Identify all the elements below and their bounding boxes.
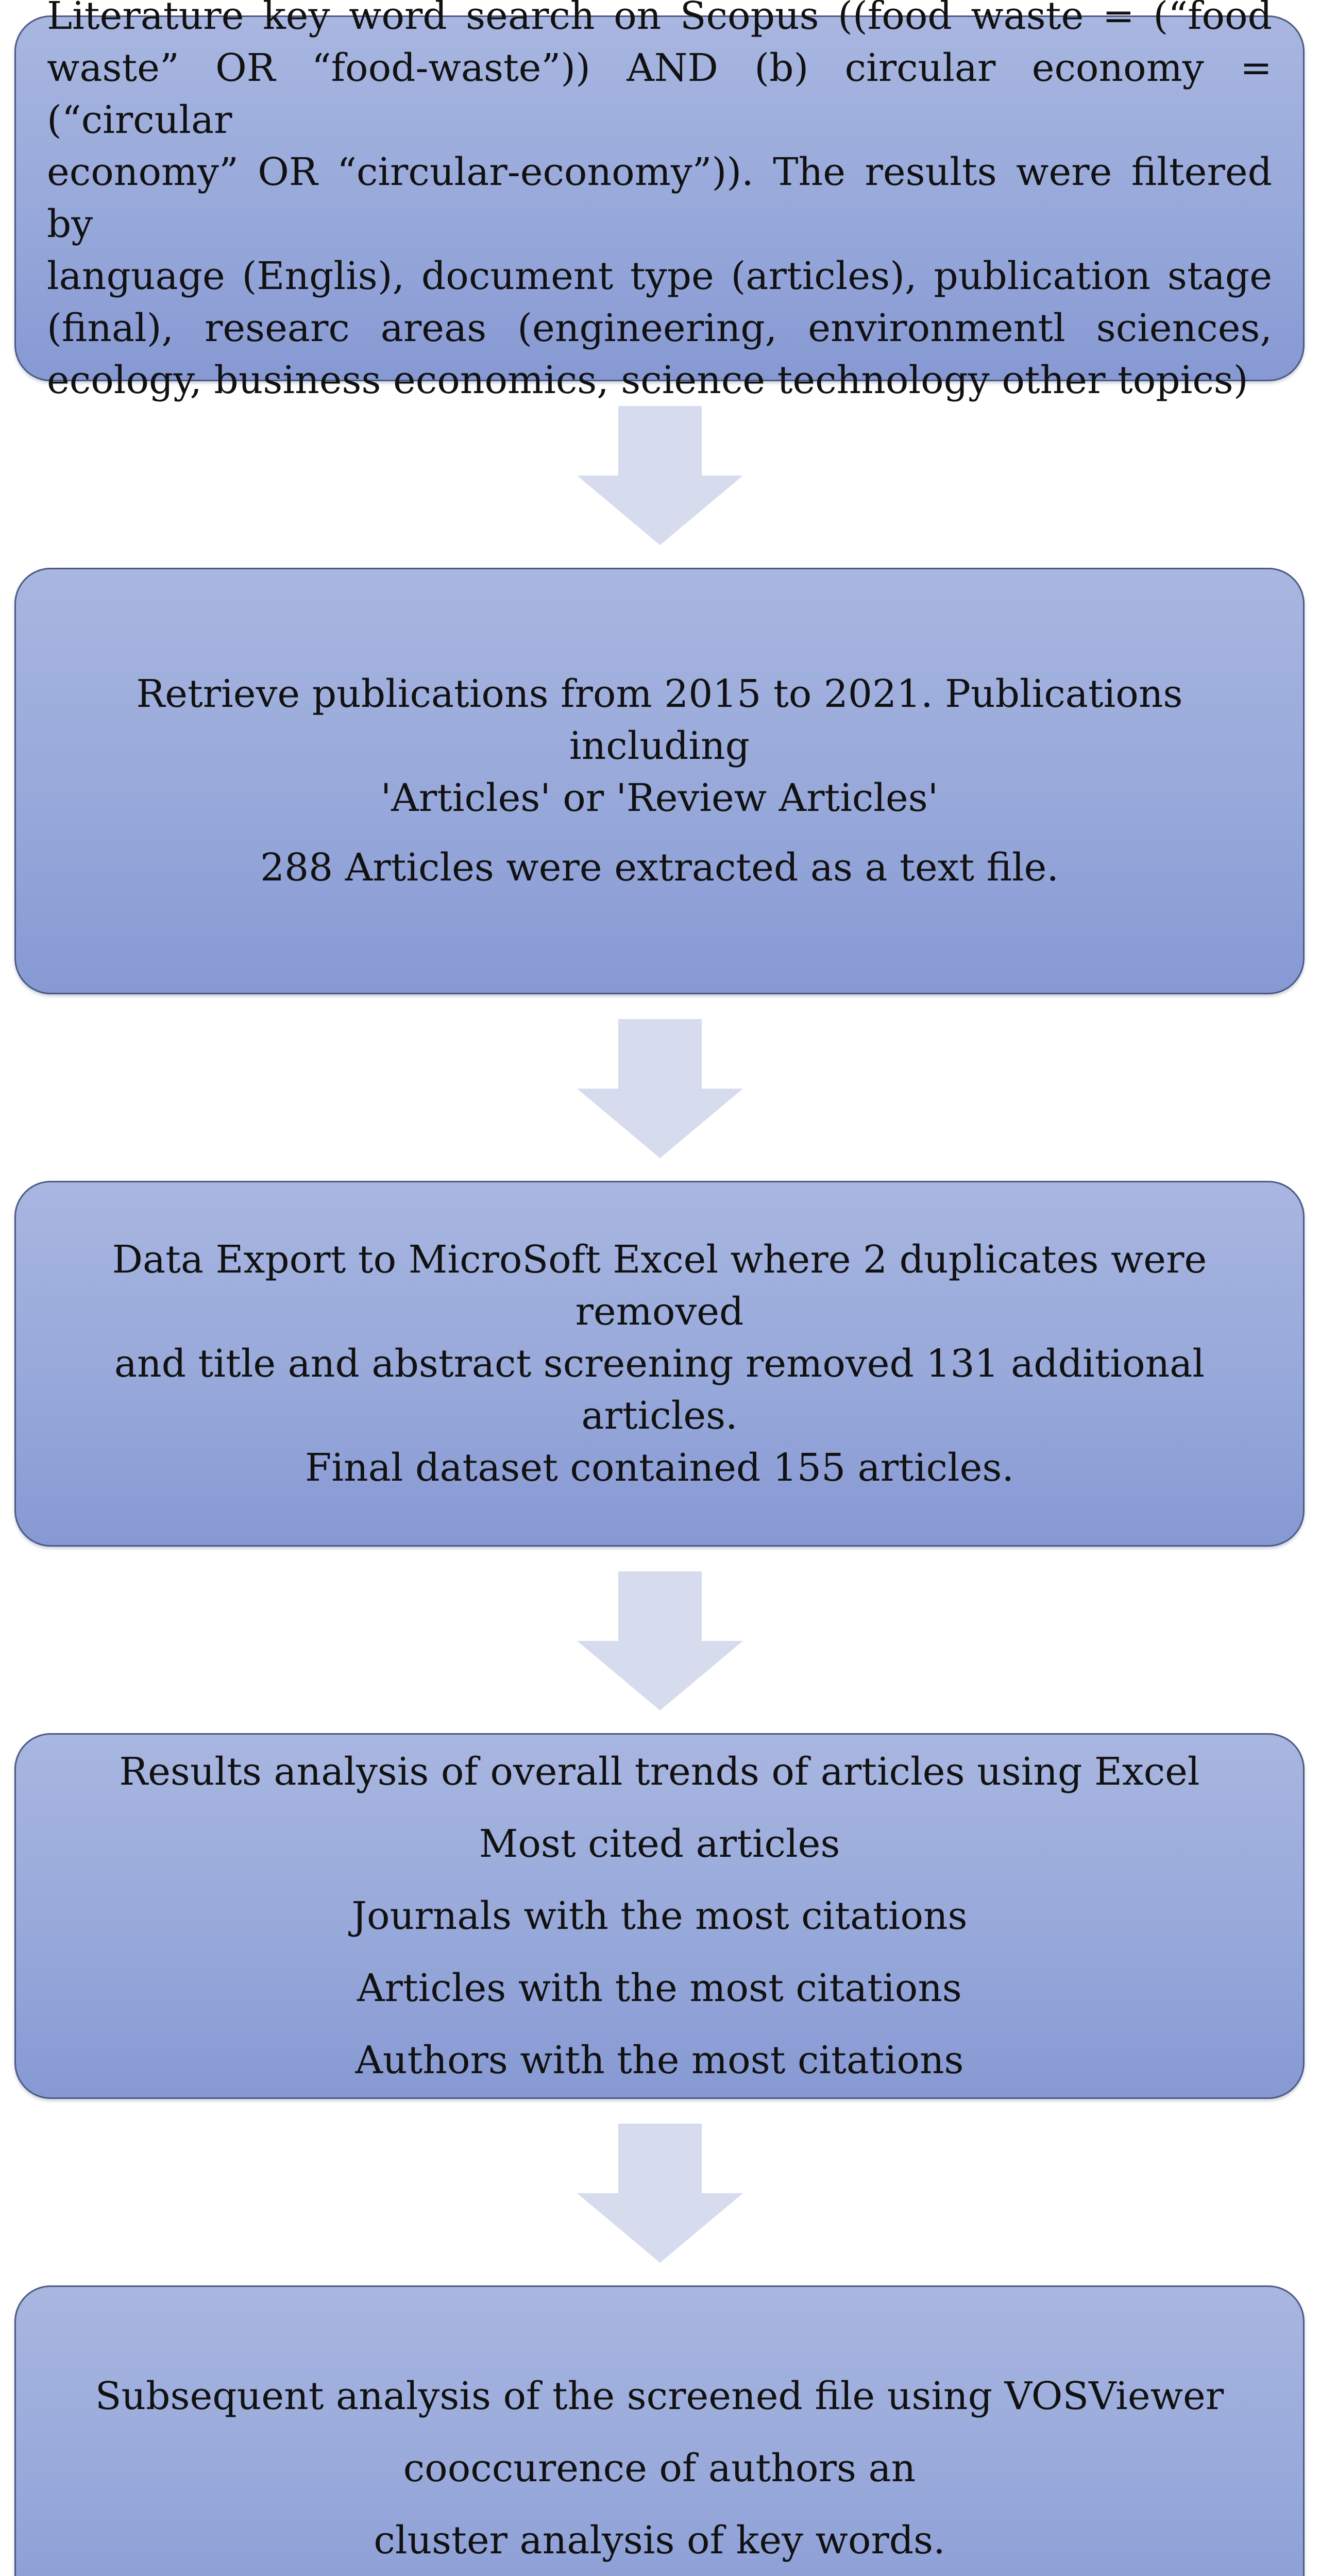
step-5-line-2: cooccurence of authors an [403, 2446, 916, 2490]
step-2-line-2: 'Articles' or 'Review Articles' [380, 776, 939, 820]
step-4-line-5: Authors with the most citations [355, 2038, 964, 2082]
step-3-line-1: Data Export to MicroSoft Excel where 2 duplicates were removed [112, 1237, 1207, 1334]
step-4-line-3: Journals with the most citations [351, 1894, 968, 1938]
step-3-box [14, 1181, 1305, 1547]
step-3-line-3: Final dataset contained 155 articles. [305, 1445, 1014, 1490]
step-1-line-5: (final), researc areas (engineering, environmentl sciences, [47, 306, 1272, 350]
step-1-line-4: language (Englis), document type (articles), publication stage [47, 254, 1272, 298]
step-4-line-1: Results analysis of overall trends of articles using Excel [119, 1750, 1200, 1794]
step-1-line-3: economy” OR “circular-economy”)). The results were filtered by [47, 150, 1272, 246]
step-1-line-1: Literature key word search on Scopus ((food waste = (“food [47, 0, 1272, 38]
step-2-line-3: 288 Articles were extracted as a text file. [260, 845, 1059, 890]
step-4-line-2: Most cited articles [479, 1822, 840, 1866]
step-5-line-3: cluster analysis of key words. [374, 2518, 945, 2563]
step-2-line-1: Retrieve publications from 2015 to 2021. Publications including [136, 672, 1183, 768]
step-4-box [14, 1733, 1305, 2099]
down-arrow-icon [577, 2124, 743, 2263]
down-arrow-icon [577, 1019, 743, 1158]
down-arrow-icon [577, 1571, 743, 1710]
step-1-box [14, 0, 1305, 402]
step-5-box [14, 2285, 1305, 2576]
step-1-line-6: ecology, business economics, science technology other topics) [47, 358, 1248, 402]
step-1-line-2: waste” OR “food-waste”)) AND (b) circular economy = (“circular [47, 46, 1272, 142]
step-3-line-2: and title and abstract screening removed 131 additional articles. [114, 1341, 1205, 1438]
down-arrow-icon [577, 406, 743, 545]
step-4-line-4: Articles with the most citations [357, 1966, 962, 2010]
step-5-line-1: Subsequent analysis of the screened file using VOSViewer [95, 2374, 1224, 2418]
step-2-box [14, 568, 1305, 994]
